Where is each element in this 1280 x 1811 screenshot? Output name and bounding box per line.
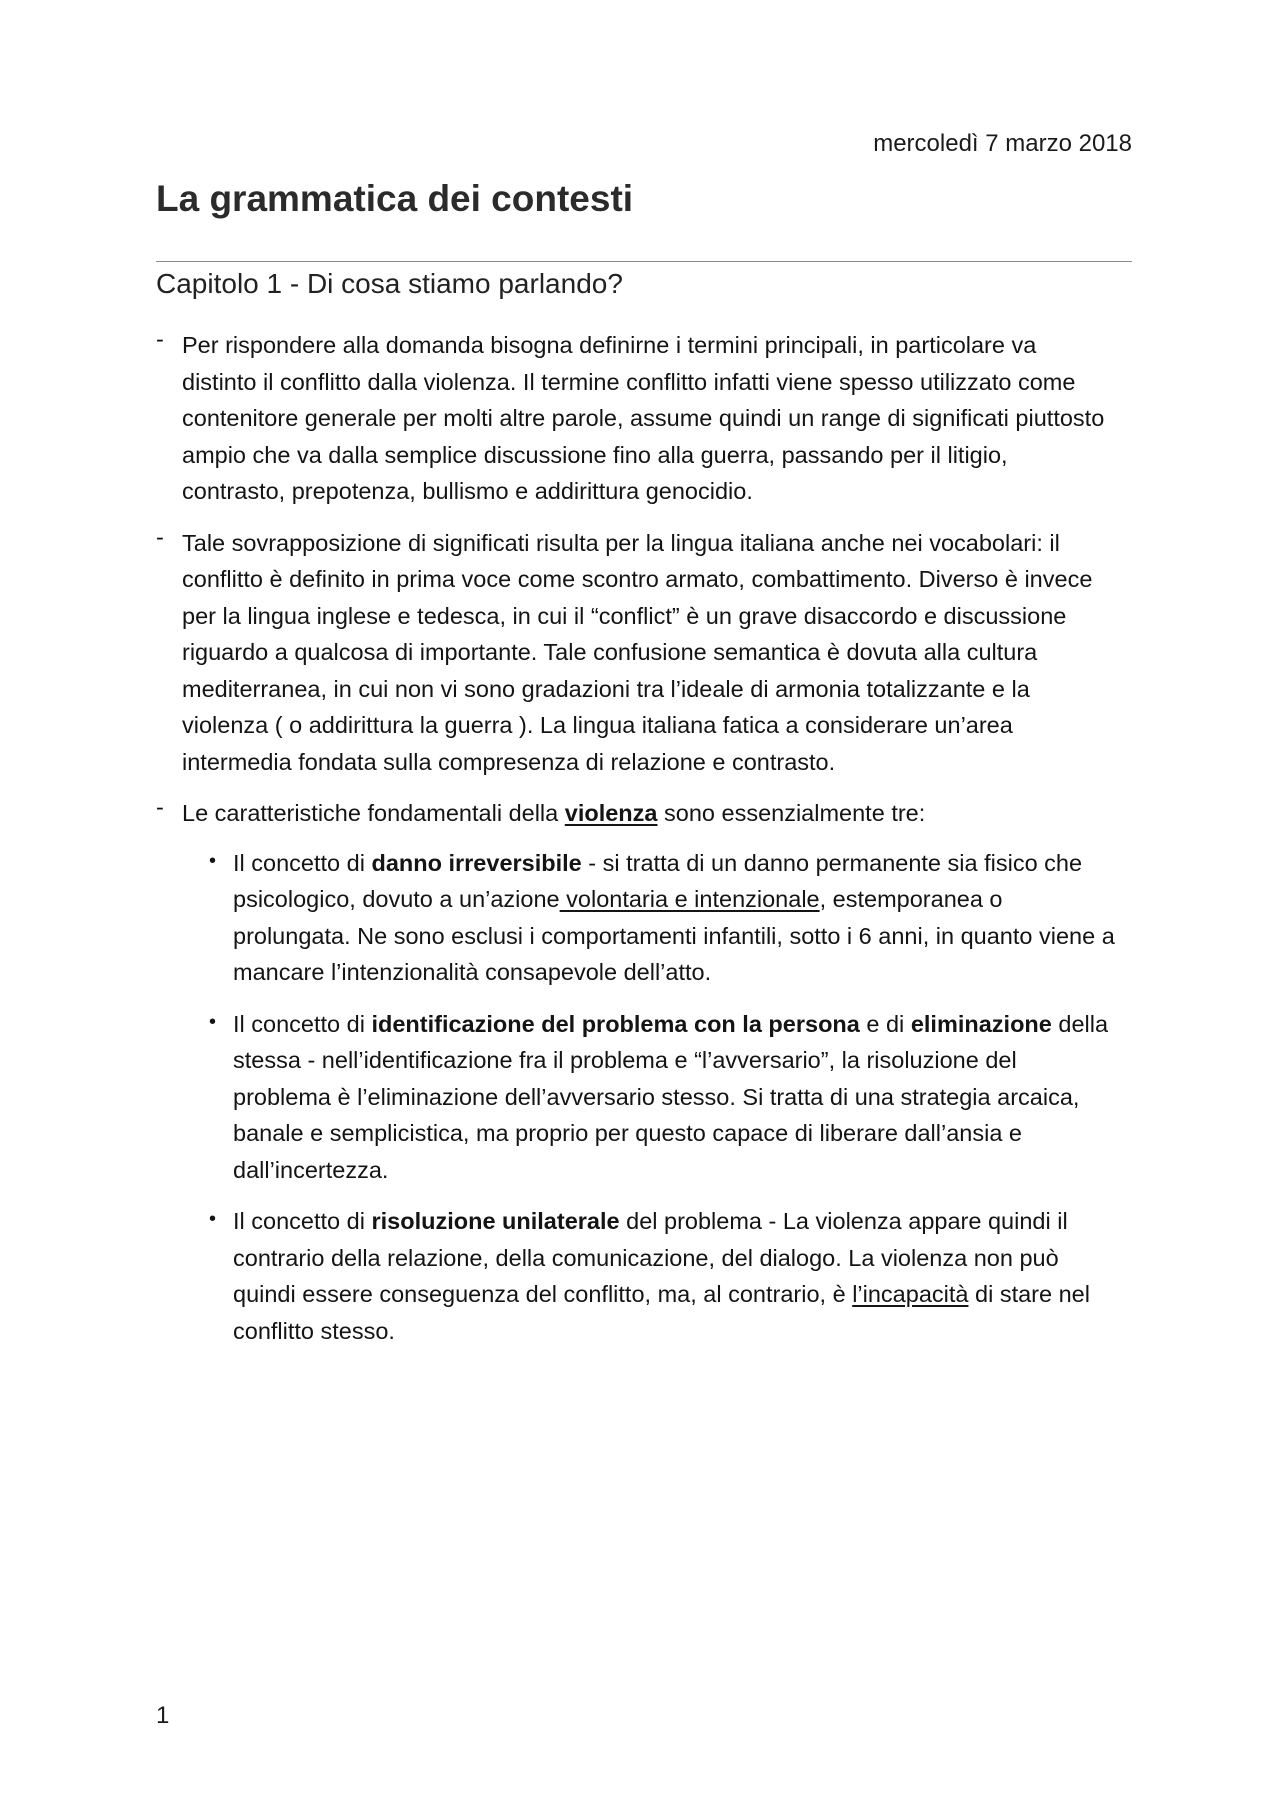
paragraph-text: Le caratteristiche fondamentali della (182, 800, 565, 826)
document-date: mercoledì 7 marzo 2018 (873, 130, 1132, 157)
list-item (209, 845, 1116, 991)
paragraph-text: Il concetto di (233, 1010, 372, 1037)
bold-term: identificazione del problema con la persona (371, 1010, 860, 1037)
list-item (209, 1006, 1116, 1189)
paragraph-text: del problema - La violenza appare quindi il contrario della relazione, della comunicazione, del dialogo. La violenza non può quindi essere conseguenza del conflitto, ma, al contrario, è (233, 1208, 1068, 1307)
paragraph-text: sono essenzialmente tre: (657, 800, 926, 826)
underlined-term: volontaria e intenzionale (559, 886, 820, 912)
violence-characteristics-list (209, 845, 1116, 1350)
bold-term: risoluzione unilaterale (371, 1208, 620, 1234)
list-item (209, 1203, 1116, 1349)
paragraph-text: Per rispondere alla domanda bisogna definirne i termini principali, in particolare va distinto il conflitto dalla violenza. Il termine conflitto infatti viene spesso utilizzato come contenitore generale per molti altre parole, assume quindi un range di significati piuttosto ampio che va dalla semplice discussione fino alla guerra, passando per il litigio, contrasto, prepotenza, bullismo e addirittura genocidio. (182, 332, 1105, 504)
chapter-heading: Capitolo 1 - Di cosa stiamo parlando? (156, 268, 623, 299)
paragraph-text: , estemporanea o prolungata. Ne sono esclusi i comportamenti infantili, sotto i 6 anni, in quanto viene a mancare l’intenzionalità consapevole dell’atto. (233, 886, 1115, 985)
document-title: La grammatica dei contesti (156, 178, 634, 219)
paragraph-text: di stare nel conflitto stesso. (233, 1281, 1090, 1344)
title-divider (156, 261, 1132, 262)
list-item (156, 525, 1116, 781)
dash-marker: - (156, 523, 164, 550)
keyword-violenza: violenza (564, 800, 658, 826)
paragraph-text: Il concetto di (233, 849, 372, 876)
paragraph-text: - si tratta di un danno permanente sia fisico che psicologico, dovuto a un’azione (233, 849, 1083, 912)
dash-marker: - (156, 326, 164, 352)
bold-term: danno irreversibile (371, 849, 582, 876)
dash-marker: - (156, 794, 164, 820)
list-item (156, 327, 1116, 510)
bullet-marker: • (209, 1010, 217, 1033)
bullet-marker: • (209, 1208, 217, 1230)
bold-term: eliminazione (910, 1010, 1052, 1037)
page-number: 1 (156, 1702, 170, 1729)
bullet-marker: • (209, 849, 217, 872)
paragraph-text: Il concetto di (233, 1208, 372, 1234)
paragraph-text: della stessa - nell’identificazione fra il problema e “l’avversario”, la risoluzione del problema è l’eliminazione dell’avversario stesso. Si tratta di una strategia arcaica, banale e semplicistica, ma proprio per questo capace di liberare dall’ansia e dall’incertezza. (233, 1010, 1109, 1183)
document-body (156, 327, 1116, 1364)
underlined-term: l’incapacità (852, 1281, 969, 1307)
paragraph-text: e di (859, 1010, 911, 1037)
paragraph-text: Tale sovrapposizione di significati risulta per la lingua italiana anche nei vocabolari: il conflitto è definito in prima voce come scontro armato, combattimento. Diverso è invece per la lingua inglese e tedesca, in cui il “conflict” è un grave disaccordo e discussione riguardo a qualcosa di importante. Tale confusione semantica è dovuta alla cultura mediterranea, in cui non vi sono gradazioni tra l’ideale di armonia totalizzante e la violenza ( o addirittura la guerra ). La lingua italiana fatica a considerare un’area intermedia fondata sulla compresenza di relazione e contrasto. (182, 529, 1093, 775)
list-item (156, 795, 1116, 1349)
